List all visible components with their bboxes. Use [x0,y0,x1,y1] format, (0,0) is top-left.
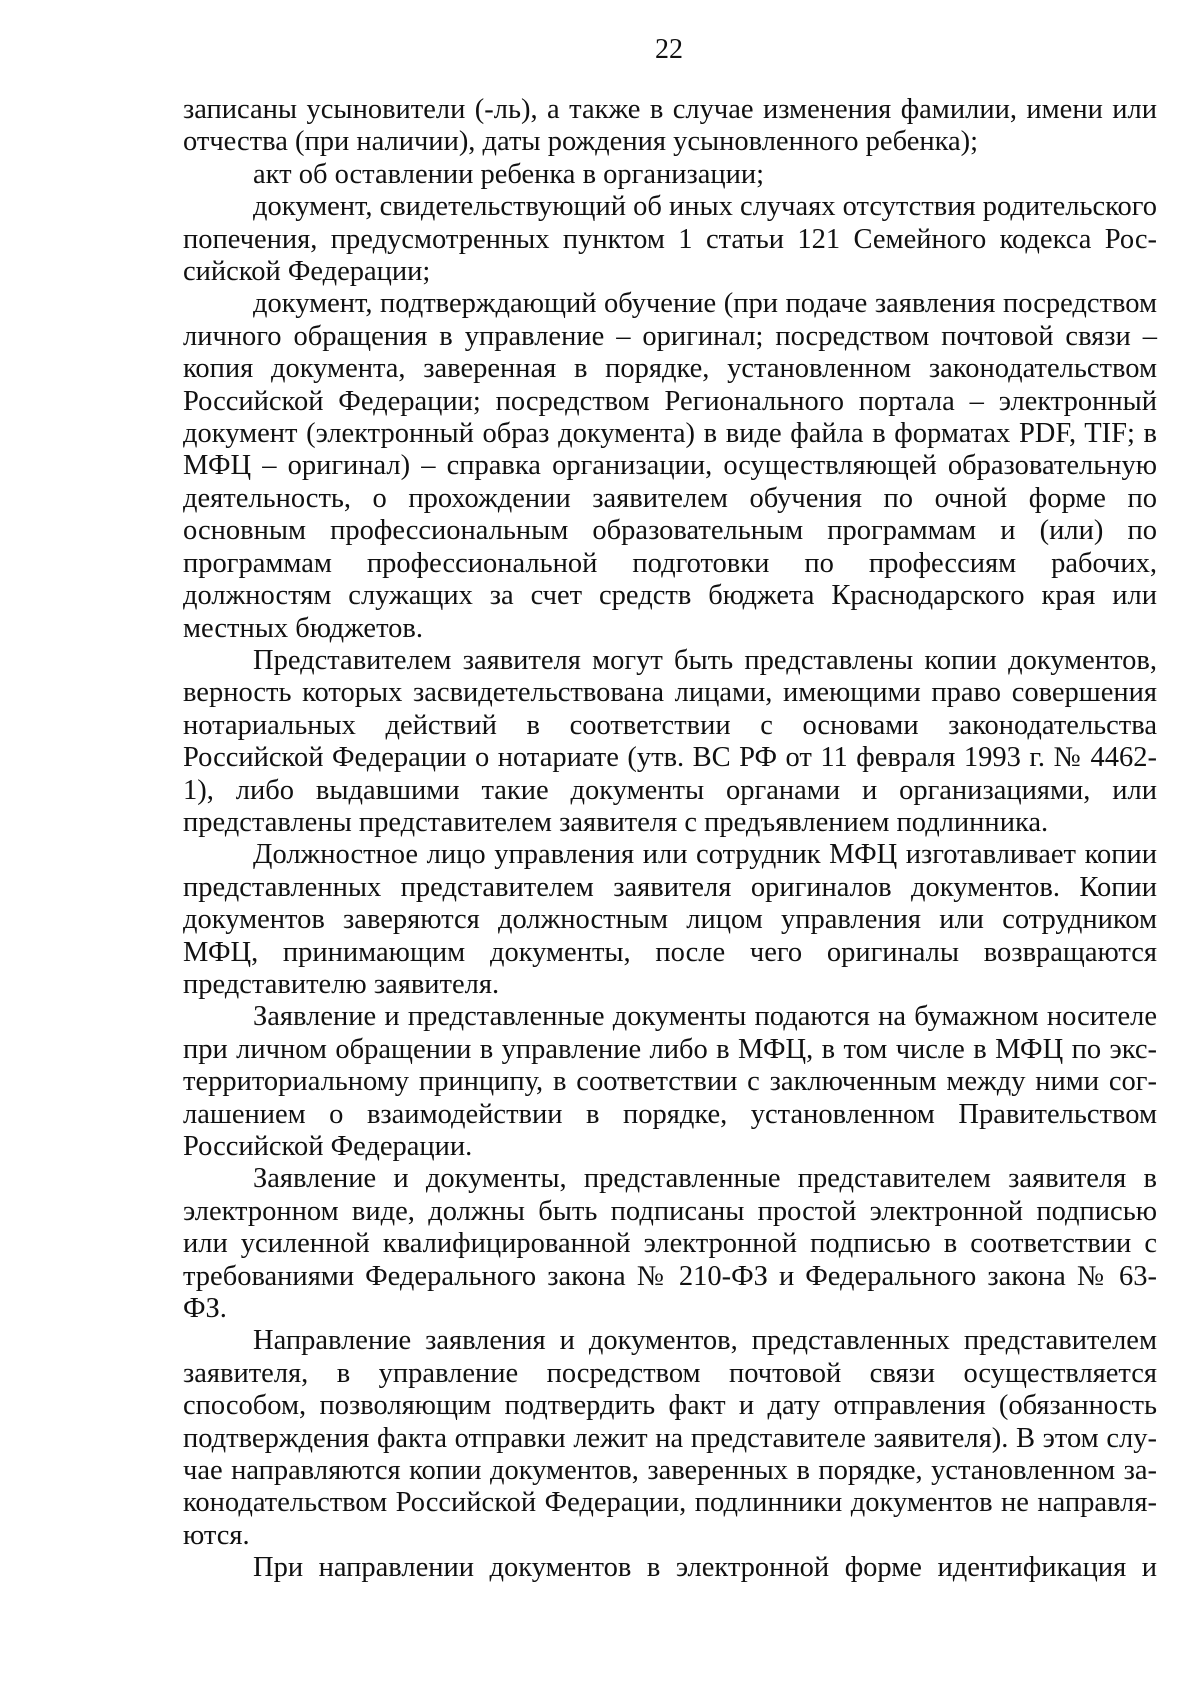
document-body [183,94,1157,1585]
paragraph-representative-copies: Представителем заявителя могут быть представлены копии документов, верность которых засвидетельствована лицами, имеющими право совершения нотариальных действий в соответствии с основами законодательства Российской Федерации о нотариате (утв. ВС РФ от 11 февраля 1993 г. № 4462-1), либо выдавшими такие документы органами и организациями, или представлены представителем заявителя с предъявлением подлинника. [183,644,1157,838]
paragraph-continuation: записаны усыновители (-ль), а также в случае изменения фамилии, имени или отчества (при наличии), даты рождения усыновленного ребенка); [183,94,1157,158]
paragraph-official-copies: Должностное лицо управления или сотрудник МФЦ изготавливает копии представленных представителем заявителя оригиналов документов. Копии документов заверяются должностным лицом управления или сотрудником МФЦ, принимающим документы, после чего оригиналы возвращаются представителю заявителя. [183,839,1157,1000]
paragraph-parental-care-document: документ, свидетельствующий об иных случаях отсутствия родительского попечения, предусмотренных пунктом 1 статьи 121 Семейного кодекса Российской Федерации; [183,191,1157,288]
paragraph-electronic-signature: Заявление и документы, представленные представителем заявителя в электронном виде, должны быть подписаны простой электронной подписью или усиленной квалифицированной электронной подписью в соответствии с требованиями Федерального закона № 210-ФЗ и Федерального закона № 63-ФЗ. [183,1163,1157,1325]
paragraph-postal-submission: Направление заявления и документов, представленных представителем заявителя, в управление посредством почтовой связи осуществляется способом, позволяющим подтвердить факт и дату отправления (обязанность подтверждения факта отправки лежит на представителе заявителя). В этом случае направляются копии документов, заверенных в порядке, установленном законодательством Российской Федерации, подлинники документов не направляются. [183,1325,1157,1551]
paragraph-electronic-identification: При направлении документов в электронной форме идентификация и [253,1552,1157,1584]
paragraph-education-document: документ, подтверждающий обучение (при подаче заявления посредством личного обращения в управление – оригинал; посредством почтовой связи – копия документа, заверенная в порядке, установленном законодательством Российской Федерации; посредством Регионального портала – электронный документ (электронный образ документа) в виде файла в форматах PDF, TIF; в МФЦ – оригинал) – справка организации, осуществляющей образовательную деятельность, о прохождении заявителем обучения по очной форме по основным профессиональным образовательным программам и (или) по программам профессиональной подготовки по профессиям рабочих, должностям служащих за счет средств бюджета Краснодарского края или местных бюджетов. [183,288,1157,644]
paragraph-abandonment-act: акт об оставлении ребенка в организации; [253,158,765,190]
page-number: 22 [655,34,683,65]
paragraph-paper-submission: Заявление и представленные документы подаются на бумажном носителе при личном обращении в управление либо в МФЦ, в том числе в МФЦ по экстерриториальному принципу, в соответствии с заключенным между ними соглашением о взаимодействии в порядке, установленном Правительством Российской Федерации. [183,1001,1157,1162]
